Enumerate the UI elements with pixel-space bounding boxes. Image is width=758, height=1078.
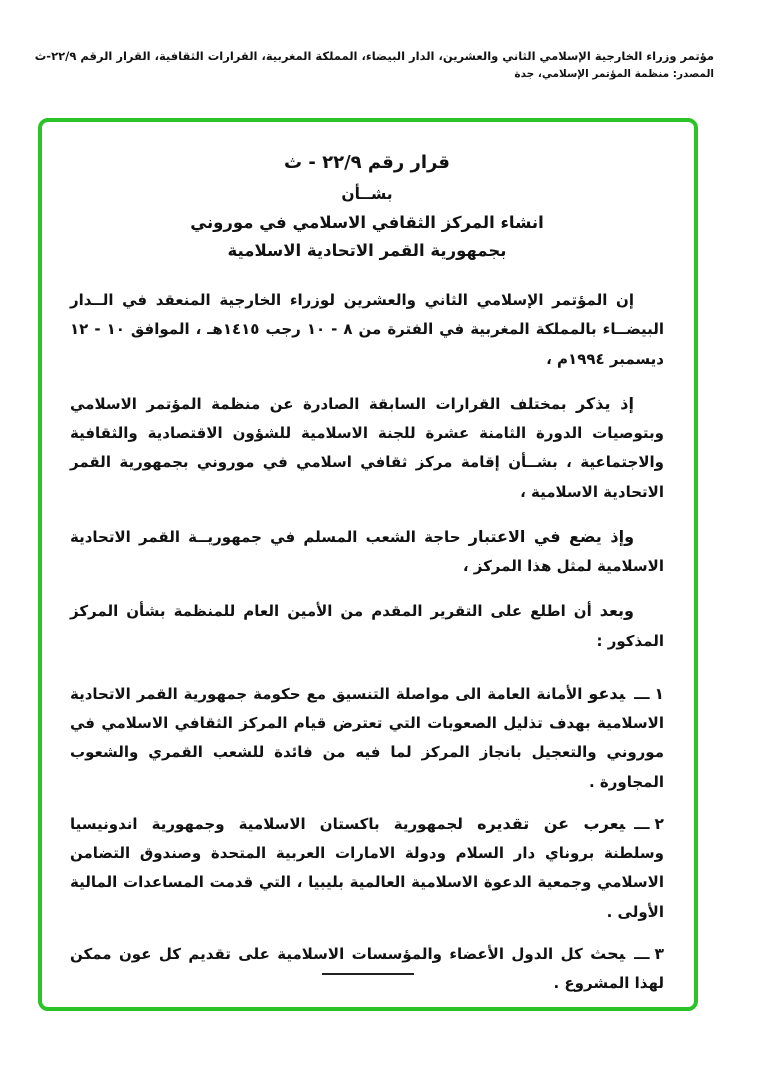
preamble-paragraph (70, 595, 664, 656)
resolution-title-subject-line1: انشاء المركز الثقافي الاسلامي في موروني (190, 213, 544, 232)
preamble-paragraph (70, 521, 664, 582)
resolution-number-title: قرار رقم ٢٢/٩ - ث (284, 152, 450, 173)
paragraph-text: أن اطلع على التقرير المقدم من الأمين العام للمنظمة بشأن المركز المذكور : (70, 602, 664, 650)
paragraph-lead: وبعد (599, 601, 634, 621)
preamble-paragraph (70, 388, 664, 507)
scan-header-source-line: المصدر: منظمة المؤتمر الإسلامي، جدة (514, 67, 714, 80)
item-number: ٣ (654, 944, 664, 963)
resolution-title-block (70, 152, 664, 260)
resolution-title-regarding: بشــأن (341, 185, 393, 203)
item-dash: ـــ (634, 814, 650, 833)
paragraph-lead: وإذ يضع في الاعتبار (468, 526, 635, 546)
scan-header-line1: مؤتمر وزراء الخارجية الإسلامي الثاني والعشرين، الدار البيضاء، المملكة المغربية، القرارات الثقافية، القرار الرقم ٢٢/٩-ث (34, 49, 714, 63)
item-dash: ـــ (634, 684, 650, 703)
resolution-title-subject-line2: بجمهورية القمر الاتحادية الاسلامية (227, 241, 507, 260)
list-item (70, 678, 664, 797)
list-item (70, 808, 664, 927)
paragraph-text: حاجة الشعب المسلم في جمهوريــة القمر الاتحادية الاسلامية لمثل هذا المركز ، (70, 527, 664, 575)
resolution-body (70, 286, 664, 998)
scan-header (30, 48, 714, 84)
item-text: كل الدول الأعضاء والمؤسسات الاسلامية على تقديم كل عون ممكن لهذا المشروع . (70, 944, 664, 992)
item-text: لجمهورية باكستان الاسلامية وجمهورية اندونيسيا وسلطنة بروناي دار السلام ودولة الامارات العربية المتحدة وصندوق التضامن الاسلامي وجمعية الدعوة الاسلامية العالمية بليبيا ، التي قدمت المساعدات المالية الأولى . (70, 814, 664, 921)
list-item (70, 938, 664, 999)
end-rule (322, 973, 414, 975)
document-frame (38, 118, 698, 1011)
paragraph-lead: إذ يذكر (575, 393, 634, 413)
item-dash: ـــ (634, 944, 650, 963)
item-text: الأمانة العامة الى مواصلة التنسيق مع حكومة جمهورية القمر الاتحادية الاسلامية بهدف تذليل الصعوبات التي تعترض قيام المركز الثقافي الاسلامي في موروني والتعجيل بانجاز المركز لما فيه من فائدة للشعب القمري والشعوب المجاورة . (70, 684, 664, 791)
operative-clauses-list (70, 678, 664, 999)
item-number: ١ (654, 684, 664, 703)
paragraph-text: إن المؤتمر الإسلامي الثاني والعشرين لوزراء الخارجية المنعقد في الــدار البيضــاء بالمملكة المغربية في الفترة من ٨ - ١٠ رجب ١٤١٥هـ ، الموافق ١٠ - ١٢ ديسمبر ١٩٩٤م ، (70, 291, 665, 368)
item-lead: يحث (590, 943, 626, 963)
preamble-paragraph (70, 286, 664, 374)
paragraph-text: بمختلف القرارات السابقة الصادرة عن منظمة المؤتمر الاسلامي وبتوصيات الدورة الثامنة عشرة للجنة الاسلامية للشؤون الاقتصادية والثقافية والاجتماعية ، بشــأن إقامة مركز ثقافي اسلامي في موروني بجمهورية القمر الاتحادية الاسلامية ، (70, 394, 664, 501)
item-lead: يعرب عن تقديره (477, 813, 626, 833)
item-number: ٢ (654, 814, 664, 833)
item-lead: يدعو (588, 683, 626, 703)
